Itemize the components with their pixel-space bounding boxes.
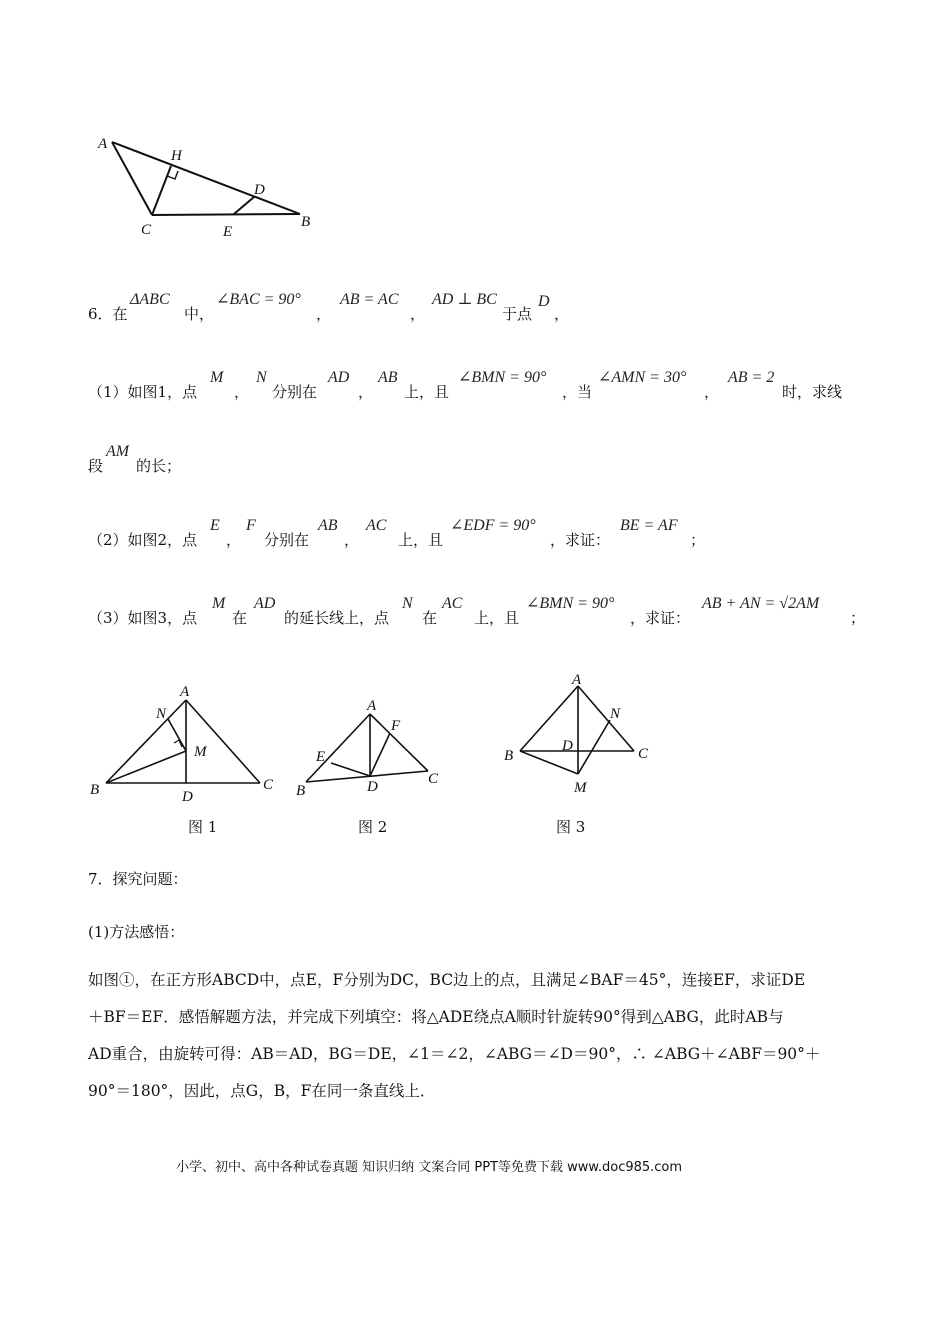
fig1-label-m: M <box>194 744 207 760</box>
q7-paragraph <box>88 962 878 1110</box>
label-h: H <box>171 148 182 164</box>
fig3-label-d: D <box>562 738 573 754</box>
label-b: B <box>301 214 311 230</box>
fig2-label-b: B <box>296 783 306 799</box>
q7-paragraph-line: AD重合，由旋转可得：AB＝AD，BG＝DE，∠1＝∠2，∠ABG＝∠D＝90°，∴ ∠ABG＋∠ABF＝90°＋ <box>88 1045 821 1063</box>
q6-part2: （2）如图2，点 E ， F 分别在 AB ， AC 上，且 ∠EDF = 90° ，求证： BE = AF ； <box>88 517 706 549</box>
fig2-label-a: A <box>367 698 377 714</box>
fig1-label-n: N <box>156 706 167 722</box>
label-a: A <box>98 136 108 152</box>
fig2-label-c: C <box>428 771 439 787</box>
label-c: C <box>141 222 152 238</box>
q7-sub1-title: (1)方法感悟： <box>88 923 185 941</box>
q7-paragraph-line: 90°＝180°，因此，点G，B，F在同一条直线上． <box>88 1082 436 1100</box>
fig2-segment-fd <box>370 733 390 776</box>
fig3-label-n: N <box>610 706 621 722</box>
q7-paragraph-line: ＋BF＝EF．感悟解题方法，并完成下列填空：将△ADE绕点A顺时针旋转90°得到△ABG，此时AB与 <box>88 1008 784 1026</box>
figure-2-caption: 图 2 <box>358 818 388 836</box>
fig1-label-c: C <box>263 777 274 793</box>
fig3-label-m: M <box>574 780 587 796</box>
segment-ch <box>152 166 171 215</box>
label-d: D <box>254 182 265 198</box>
page-footer: 小学、初中、高中各种试卷真题 知识归纳 文案合同 PPT等免费下载 www.doc985.com <box>176 1160 683 1175</box>
fig2-label-e: E <box>316 749 326 765</box>
fig3-label-a: A <box>572 672 582 688</box>
fig3-segment-nm <box>578 720 610 774</box>
top-triangle-figure <box>90 128 330 248</box>
figure-1-caption: 图 1 <box>188 818 218 836</box>
fig1-label-a: A <box>180 684 190 700</box>
segment-ab <box>112 142 300 214</box>
fig1-segment-ab <box>106 700 186 783</box>
fig2-label-f: F <box>391 718 401 734</box>
q6-part3: （3）如图3，点 M 在 AD 的延长线上，点 N 在 AC 上，且 ∠BMN = 90° ，求证： AB + AN = √2AM ； <box>88 595 866 627</box>
figure-2 <box>294 698 454 808</box>
q6-part1-line2: 段 AM 的长； <box>88 443 182 475</box>
figure-3 <box>500 668 670 798</box>
fig3-segment-bm <box>520 751 578 774</box>
q7-title: 7．探究问题： <box>88 870 188 888</box>
fig2-segment-ed <box>331 763 370 776</box>
fig1-segment-bm <box>106 751 186 783</box>
fig3-segment-ac <box>578 686 634 751</box>
segment-ed <box>234 197 254 214</box>
fig2-segment-ab <box>306 714 370 782</box>
fig2-label-d: D <box>367 779 378 795</box>
fig1-label-b: B <box>90 782 100 798</box>
q7-paragraph-line: 如图①，在正方形ABCD中，点E，F分别为DC，BC边上的点，且满足∠BAF＝45°，连接EF，求证DE <box>88 971 806 989</box>
figure-3-caption: 图 3 <box>556 818 586 836</box>
fig3-label-b: B <box>504 748 514 764</box>
segment-cb <box>152 214 300 215</box>
fig1-segment-ac <box>186 700 260 783</box>
fig1-segment-nm <box>168 719 186 751</box>
q6-stem: 6．在 ΔABC 中， ∠BAC = 90° ， AB = AC ， AD ⊥ BC 于点 D ， <box>88 291 570 323</box>
q6-part1-line1: （1）如图1，点 M ， N 分别在 AD ， AB 上，且 ∠BMN = 90° ，当 ∠AMN = 30° ， AB = 2 时，求线 <box>88 369 843 401</box>
figure-1 <box>86 684 286 814</box>
segment-ac <box>112 142 152 215</box>
label-e: E <box>223 224 233 240</box>
fig1-label-d: D <box>182 789 193 805</box>
fig3-label-c: C <box>638 746 649 762</box>
